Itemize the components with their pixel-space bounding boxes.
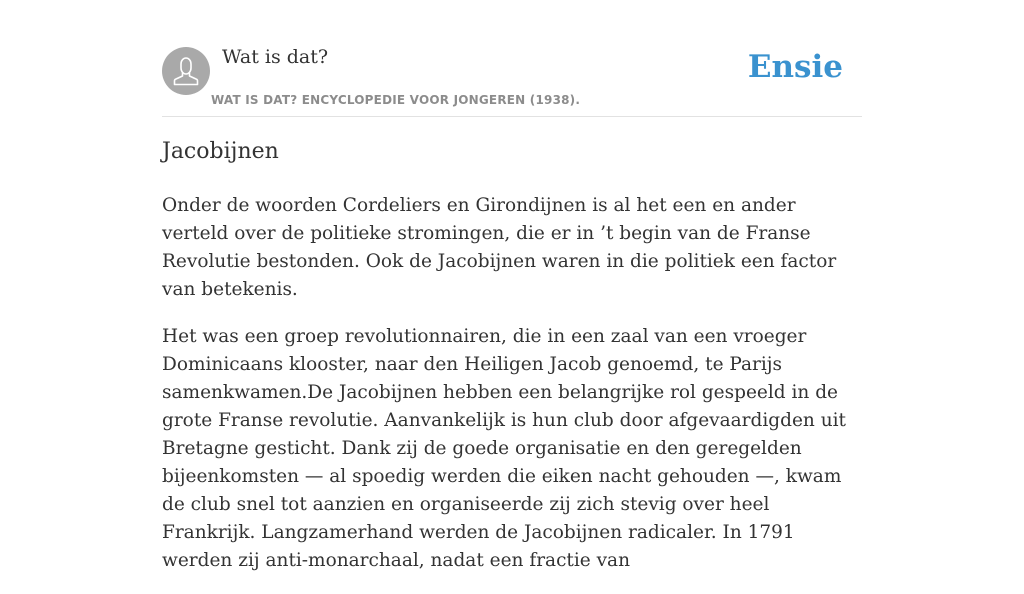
article-title: Jacobijnen bbox=[162, 139, 279, 164]
source-header bbox=[162, 47, 862, 117]
avatar[interactable] bbox=[162, 47, 210, 95]
source-title[interactable]: Wat is dat? bbox=[222, 46, 329, 68]
article-body bbox=[162, 192, 862, 594]
article-paragraph: Onder de woorden Cordeliers en Girondijnen is al het een en ander verteld over de politieke stromingen, die er in ’t begin van de Franse Revolutie bestonden. Ook de Jacobijnen waren in die politiek een factor van betekenis. bbox=[162, 195, 837, 300]
article-paragraph: Het was een groep revolutionnairen, die in een zaal van een vroeger Dominicaans klooster, naar den Heiligen Jacob genoemd, te Parijs samenkwamen.De Jacobijnen hebben een belangrijke rol gespeeld in de grote Franse revolutie. Aanvankelijk is hun club door afgevaardigden uit Bretagne gesticht. Dank zij de goede organisatie en den geregelden bijeenkomsten — al spoedig werden die eiken nacht gehouden —, kwam de club snel tot aanzien en organiseerde zij zich stevig over heel Frankrijk. Langzamerhand werden de Jacobijnen radicaler. In 1791 werden zij anti-monarchaal, nadat een fractie van bbox=[162, 326, 846, 571]
user-icon bbox=[162, 47, 210, 95]
source-subtitle: WAT IS DAT? ENCYCLOPEDIE VOOR JONGEREN (1938). bbox=[211, 93, 581, 107]
brand-logo[interactable]: Ensie bbox=[747, 49, 843, 85]
